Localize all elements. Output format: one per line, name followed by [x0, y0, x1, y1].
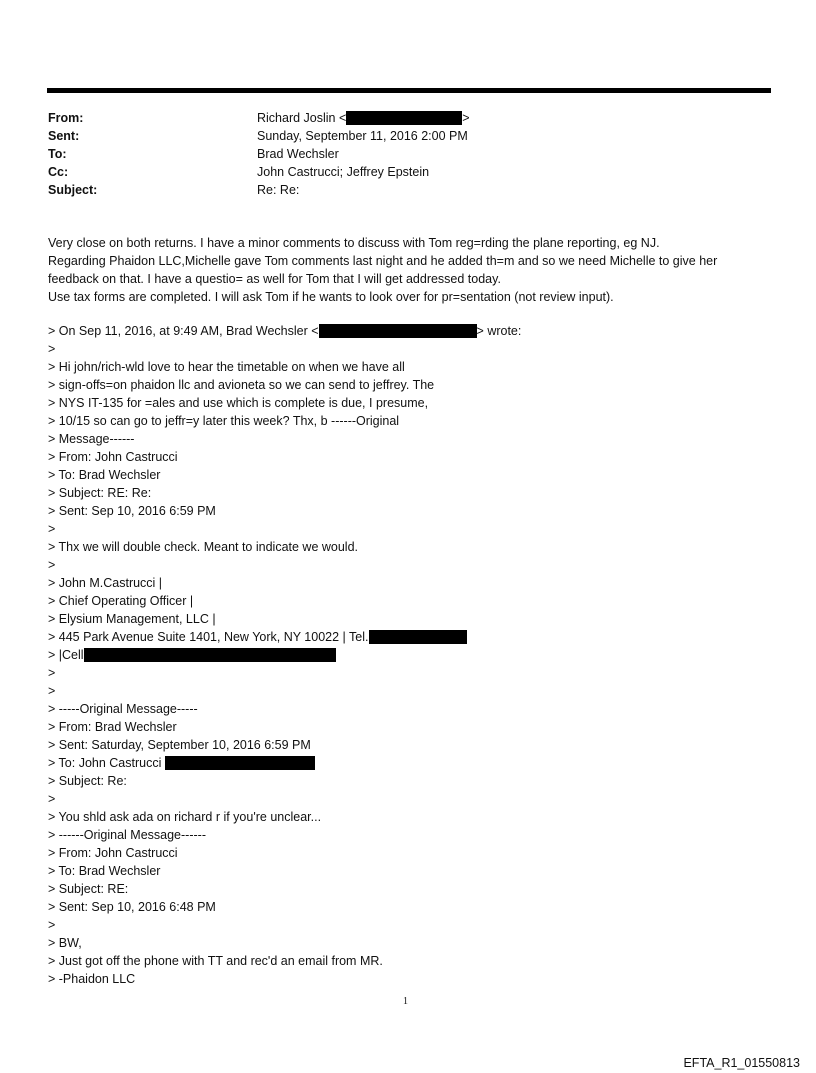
message-paragraph: [48, 234, 778, 306]
to-label: To:: [48, 147, 67, 161]
quoted-line: > John M.Castrucci |: [48, 576, 163, 590]
subject-label: Subject:: [48, 183, 98, 197]
quoted-line: > From: John Castrucci: [48, 450, 178, 464]
redaction-box: [346, 111, 462, 125]
body-line: Use tax forms are completed. I will ask Tom if he wants to look over for pr=sentation (not review input).: [48, 290, 614, 304]
quoted-line: > NYS IT-135 for =ales and use which is complete is due, I presume,: [48, 396, 429, 410]
body-line: Very close on both returns. I have a minor comments to discuss with Tom reg=rding the plane reporting, eg NJ.: [48, 236, 660, 250]
quoted-line: > Sent: Sep 10, 2016 6:59 PM: [48, 504, 216, 518]
cc-value: John Castrucci; Jeffrey Epstein: [257, 165, 430, 179]
quoted-line: > You shld ask ada on richard r if you're unclear...: [48, 810, 322, 824]
cell-text: > |Cell: [48, 648, 84, 662]
quote-attribution-start: > On Sep 11, 2016, at 9:49 AM, Brad Wechsler <: [48, 324, 319, 338]
quoted-line: >: [48, 558, 56, 572]
email-body: [48, 234, 778, 988]
quote-attribution: [48, 322, 778, 340]
quoted-line: > Elysium Management, LLC |: [48, 612, 216, 626]
from-value: [257, 109, 470, 127]
quoted-thread: [48, 322, 778, 988]
quoted-line: > Just got off the phone with TT and rec'd an email from MR.: [48, 954, 383, 968]
tel-text: > 445 Park Avenue Suite 1401, New York, NY 10022 | Tel.: [48, 630, 369, 644]
from-label: From:: [48, 111, 84, 125]
redaction-box: [84, 648, 336, 662]
sent-label: Sent:: [48, 129, 80, 143]
from-name: Richard Joslin <: [257, 111, 347, 125]
cc-label: Cc:: [48, 165, 69, 179]
quoted-line: > 10/15 so can go to jeffr=y later this week? Thx, b ------Original: [48, 414, 400, 428]
quoted-line: > Sent: Sep 10, 2016 6:48 PM: [48, 900, 216, 914]
tel-line: [48, 628, 778, 646]
header-rule: [47, 88, 771, 93]
quoted-line: > -Phaidon LLC: [48, 972, 136, 986]
quoted-line: > ------Original Message------: [48, 828, 206, 842]
quoted-line: > Subject: RE: Re:: [48, 486, 152, 500]
sent-value: Sunday, September 11, 2016 2:00 PM: [257, 129, 468, 143]
quoted-line: > To: Brad Wechsler: [48, 468, 161, 482]
document-id: EFTA_R1_01550813: [683, 1056, 800, 1070]
quoted-line: > Sent: Saturday, September 10, 2016 6:59 PM: [48, 738, 311, 752]
body-line: Regarding Phaidon LLC,Michelle gave Tom comments last night and he added th=m and so we need Michelle to give her: [48, 254, 718, 268]
to-castrucci-text: > To: John Castrucci: [48, 756, 162, 770]
quoted-line: > Thx we will double check. Meant to indicate we would.: [48, 540, 359, 554]
body-line: feedback on that. I have a questio= as well for Tom that I will get addressed today.: [48, 272, 501, 286]
quoted-line: > -----Original Message-----: [48, 702, 198, 716]
to-castrucci-line: [48, 754, 778, 772]
quoted-line: > Subject: RE:: [48, 882, 129, 896]
redaction-box: [165, 756, 315, 770]
redaction-box: [319, 324, 477, 338]
quoted-line: > sign-offs=on phaidon llc and avioneta so we can send to jeffrey. The: [48, 378, 435, 392]
redaction-box: [369, 630, 467, 644]
quoted-line: > Message------: [48, 432, 135, 446]
quoted-line: > From: John Castrucci: [48, 846, 178, 860]
from-tail: >: [462, 111, 470, 125]
quoted-line: > To: Brad Wechsler: [48, 864, 161, 878]
quoted-line: >: [48, 666, 56, 680]
page-number: 1: [403, 996, 408, 1007]
quoted-line: >: [48, 342, 56, 356]
quote-attribution-end: > wrote:: [476, 324, 522, 338]
quoted-line: > BW,: [48, 936, 82, 950]
cell-line: [48, 646, 778, 664]
quoted-line: > From: Brad Wechsler: [48, 720, 177, 734]
to-value: Brad Wechsler: [257, 147, 339, 161]
quoted-line: >: [48, 918, 56, 932]
quoted-line: >: [48, 684, 56, 698]
quoted-line: > Hi john/rich-wld love to hear the timetable on when we have all: [48, 360, 405, 374]
quoted-line: >: [48, 522, 56, 536]
quoted-line: >: [48, 792, 56, 806]
subject-value: Re: Re:: [257, 183, 300, 197]
quoted-line: > Subject: Re:: [48, 774, 127, 788]
quoted-line: > Chief Operating Officer |: [48, 594, 194, 608]
